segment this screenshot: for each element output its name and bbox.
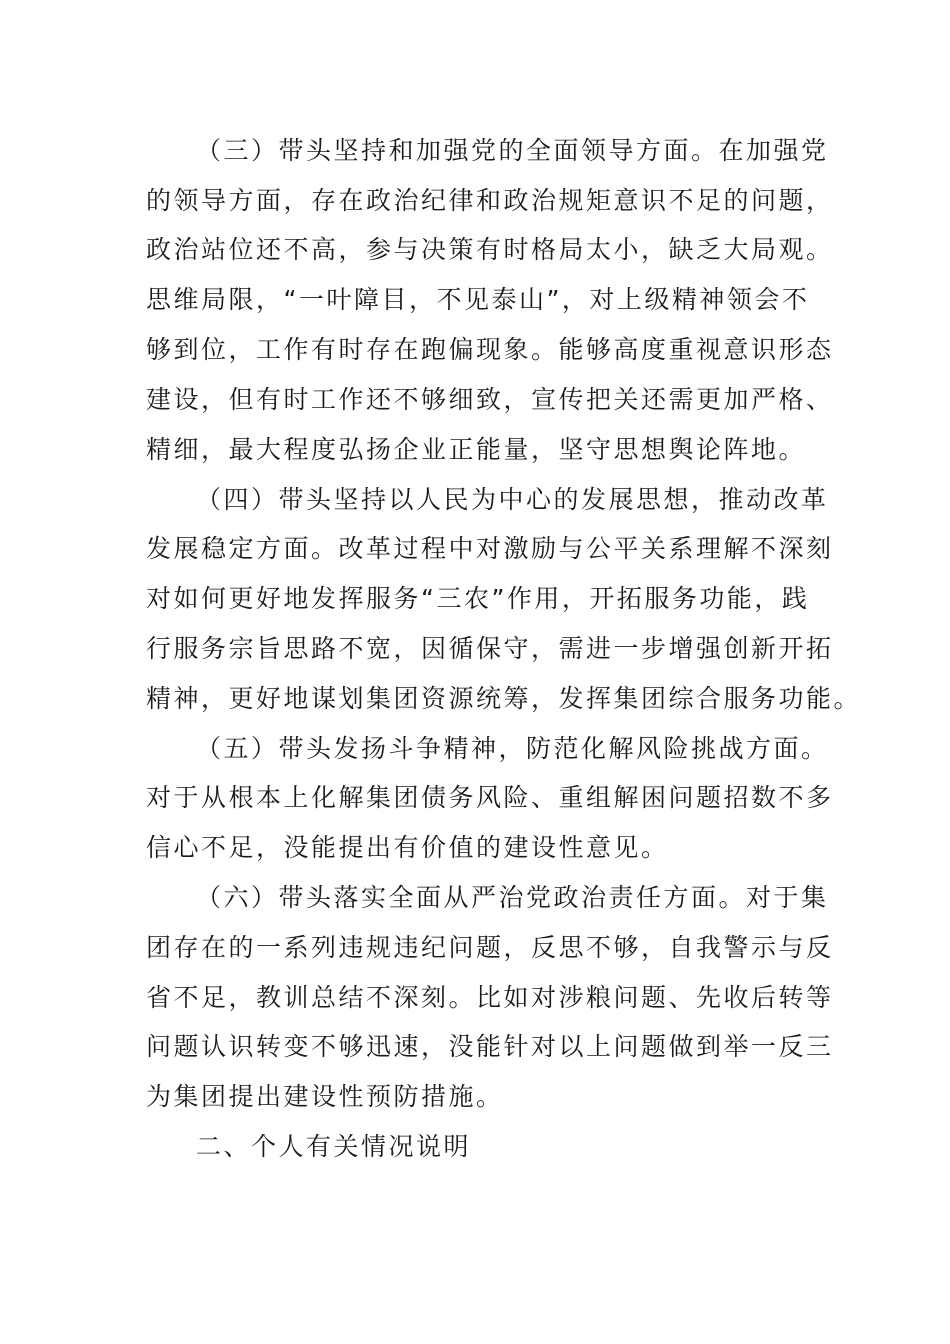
paragraph-5-line: 对于从根本上化解集团债务风险、重组解困问题招数不多 [146, 783, 834, 812]
paragraph-3-line: 政治站位还不高，参与决策有时格局太小，缺乏大局观。 [146, 235, 834, 264]
paragraph-3-line: 思维局限，“一叶障目，不见泰山”，对上级精神领会不 [146, 285, 810, 314]
section-2-heading: 二、个人有关情况说明 [196, 1132, 472, 1161]
paragraph-4-line: 发展稳定方面。改革过程中对激励与公平关系理解不深刻 [146, 534, 834, 563]
paragraph-5-line: 信心不足，没能提出有价值的建设性意见。 [146, 833, 669, 862]
paragraph-3-line: 够到位，工作有时存在跑偏现象。能够高度重视意识形态 [146, 335, 834, 364]
paragraph-6-line: 团存在的一系列违规违纪问题，反思不够，自我警示与反 [146, 933, 834, 962]
paragraph-3-line: 建设，但有时工作还不够细致，宣传把关还需更加严格、 [146, 385, 834, 414]
paragraph-3-heading-line: （三）带头坚持和加强党的全面领导方面。在加强党 [196, 136, 829, 165]
paragraph-6-line: 问题认识转变不够迅速，没能针对以上问题做到举一反三 [146, 1032, 834, 1061]
paragraph-6-line: 为集团提出建设性预防措施。 [146, 1082, 504, 1111]
paragraph-5-heading-line: （五）带头发扬斗争精神，防范化解风险挑战方面。 [196, 734, 829, 763]
paragraph-6-heading-line: （六）带头落实全面从严治党政治责任方面。对于集 [196, 883, 829, 912]
paragraph-4-heading-line: （四）带头坚持以人民为中心的发展思想，推动改革 [196, 485, 829, 514]
paragraph-6-line: 省不足，教训总结不深刻。比如对涉粮问题、先收后转等 [146, 983, 834, 1012]
paragraph-3-line: 精细，最大程度弘扬企业正能量，坚守思想舆论阵地。 [146, 435, 807, 464]
paragraph-4-line: 对如何更好地发挥服务“三农”作用，开拓服务功能，践 [146, 584, 810, 613]
paragraph-4-line: 行服务宗旨思路不宽，因循保守，需进一步增强创新开拓 [146, 634, 834, 663]
paragraph-4-line: 精神，更好地谋划集团资源统筹，发挥集团综合服务功能。 [146, 684, 862, 713]
paragraph-3-line: 的领导方面，存在政治纪律和政治规矩意识不足的问题， [146, 186, 834, 215]
